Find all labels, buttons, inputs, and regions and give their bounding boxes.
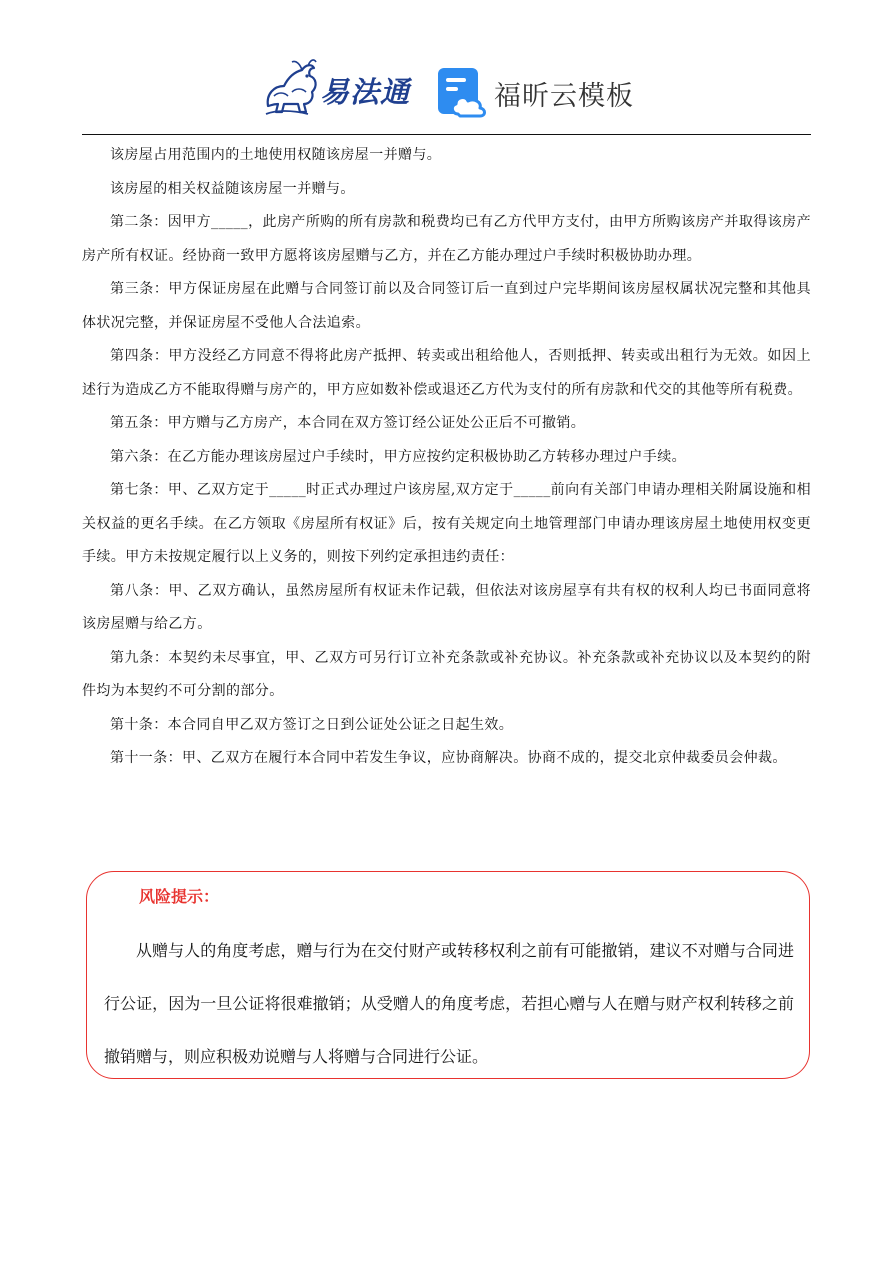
clause-9: 第九条：本契约未尽事宜，甲、乙双方可另行订立补充条款或补充协议。补充条款或补充协议以及本契约的附件均为本契约不可分割的部分。 bbox=[82, 649, 811, 699]
clause-7: 第七条：甲、乙双方定于_____时正式办理过户该房屋,双方定于_____前向有关部门申请办理相关附属设施和相关权益的更名手续。在乙方领取《房屋所有权证》后，按有关规定向土地管理部门申请办理该房屋土地使用权变更手续。甲方未按规定履行以上义务的，则按下列约定承担违约责任： bbox=[82, 482, 811, 565]
clause-8: 第八条：甲、乙双方确认，虽然房屋所有权证未作记载，但依法对该房屋享有共有权的权利人均已书面同意将该房屋赠与给乙方。 bbox=[82, 582, 811, 632]
yifatong-logo bbox=[262, 56, 414, 122]
yifatong-logo-text: 易法通 bbox=[320, 75, 411, 109]
clause-6: 第六条：在乙方能办理该房屋过户手续时，甲方应按约定积极协助乙方转移办理过户手续。 bbox=[110, 448, 686, 465]
fuxin-logo bbox=[436, 64, 636, 118]
paragraph: 该房屋占用范围内的土地使用权随该房屋一并赠与。 bbox=[110, 147, 442, 163]
clause-4: 第四条：甲方没经乙方同意不得将此房产抵押、转卖或出租给他人，否则抵押、转卖或出租行为无效。如因上述行为造成乙方不能取得赠与房产的，甲方应如数补偿或退还乙方代为支付的所有房款和代交的其他等所有税费。 bbox=[82, 348, 811, 398]
contract-body bbox=[82, 139, 811, 776]
header-divider bbox=[82, 134, 811, 135]
qilin-emblem-icon bbox=[262, 56, 322, 118]
clause-3: 第三条：甲方保证房屋在此赠与合同签订前以及合同签订后一直到过户完毕期间该房屋权属状况完整和其他具体状况完整，并保证房屋不受他人合法追索。 bbox=[82, 281, 811, 331]
risk-notice-text: 从赠与人的角度考虑，赠与行为在交付财产或转移权利之前有可能撤销，建议不对赠与合同进行公证，因为一旦公证将很难撤销；从受赠人的角度考虑，若担心赠与人在赠与财产权利转移之前撤销赠与，则应积极劝说赠与人将赠与合同进行公证。 bbox=[104, 941, 794, 1066]
clause-11: 第十一条：甲、乙双方在履行本合同中若发生争议，应协商解决。协商不成的，提交北京仲裁委员会仲裁。 bbox=[110, 750, 787, 766]
risk-notice-box bbox=[86, 871, 810, 1079]
clause-5: 第五条：甲方赠与乙方房产，本合同在双方签订经公证处公正后不可撤销。 bbox=[110, 415, 586, 431]
page-header bbox=[0, 56, 893, 122]
document-cloud-icon bbox=[436, 66, 488, 118]
risk-notice-title: 风险提示： bbox=[139, 887, 220, 906]
paragraph: 该房屋的相关权益随该房屋一并赠与。 bbox=[110, 180, 355, 197]
clause-10: 第十条：本合同自甲乙双方签订之日到公证处公证之日起生效。 bbox=[110, 716, 514, 733]
clause-2: 第二条：因甲方_____，此房产所购的所有房款和税费均已有乙方代甲方支付，由甲方所购该房产并取得该房产房产所有权证。经协商一致甲方愿将该房屋赠与乙方，并在乙方能办理过户手续时积极协助办理。 bbox=[82, 214, 811, 264]
fuxin-logo-text: 福昕云模板 bbox=[494, 81, 634, 112]
